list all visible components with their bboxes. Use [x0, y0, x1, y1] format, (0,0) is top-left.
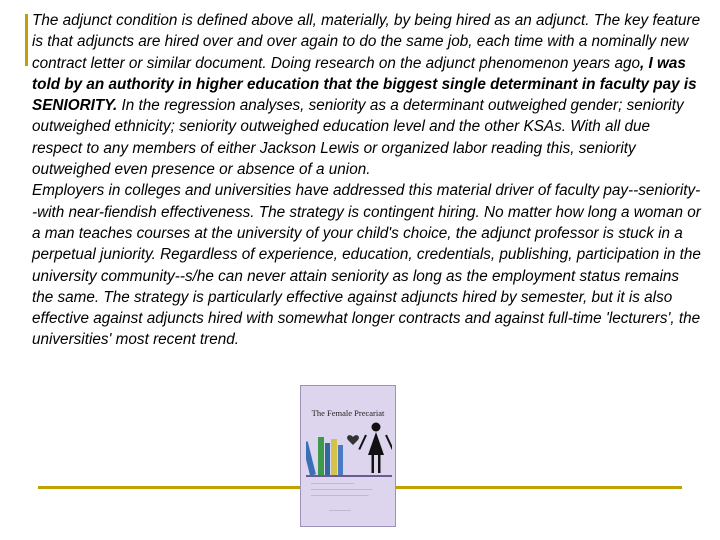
paragraph-contingent-hiring: Employers in colleges and universities have addressed this material driver of faculty pay--seniority--with near-fiendish effectiveness. The strategy is contingent hiring. No matter how long a woman or a man teaches courses at the university of your child's choice, the adjunct professor is stuck in a perpetual juniority. Regardless of experience, education, credentials, publishing, participation in the university community--s/he can never attain seniority as long as the employment status remains the same. The strategy is particularly effective against adjuncts hired by semester, but it is also effective against adjuncts hired with somewhat longer contracts and against full-time 'lecturers', the universities' most recent trend.: [32, 182, 701, 349]
book-cover-text-line: —————————————————: [311, 487, 373, 491]
book-cover-author-line: ——————: [329, 508, 351, 512]
book-cover-image: [300, 385, 396, 527]
paragraph-1-regression: In the regression analyses, seniority as a determinant outweighed gender; seniority outweighed ethnicity; seniority outweighed education level and the other KSAs. With all due respect to any members of either Jackson Lewis or organized labor reading this, seniority outweighed even presence or absence of a union.: [32, 97, 684, 179]
paragraph-1-emphasis: , I was told by an authority in higher education that the biggest single determinant in faculty pay is SENIORITY.: [32, 54, 697, 115]
body-text: [32, 10, 704, 351]
paragraph-seniority: [32, 10, 704, 180]
accent-bar-vertical: [25, 14, 28, 66]
paragraph-1-intro: The adjunct condition is defined above all, materially, by being hired as an adjunct. The key feature is that adjuncts are hired over and over again to do the same job, each time with a nominally new contract letter or similar document. Doing research on the adjunct phenomenon years ago: [32, 12, 701, 72]
book-title: The Female Precariat: [311, 408, 385, 418]
book-cover-illustration: [306, 419, 392, 479]
book-cover-text-line: ————————————————: [311, 493, 369, 497]
book-cover-text-line: ————————————: [311, 481, 355, 485]
